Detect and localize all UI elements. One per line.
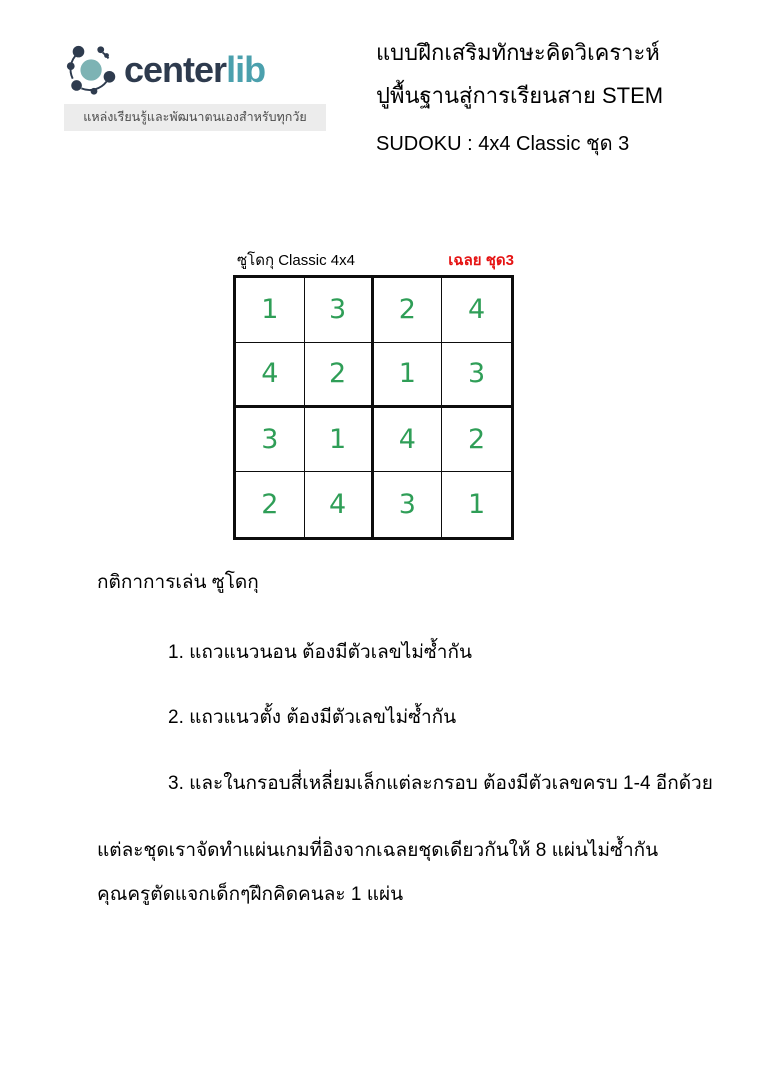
- grid-title: ซูโดกุ Classic 4x4: [237, 252, 355, 269]
- grid-caption: [233, 248, 514, 272]
- rule-item-1: 1. แถวแนวนอน ต้องมีตัวเลขไม่ซ้ำกัน: [168, 642, 472, 663]
- brand-word-lib: lib: [226, 49, 266, 90]
- sudoku-cell-r2c2: 2: [305, 343, 374, 408]
- sudoku-cell-r4c2: 4: [305, 472, 374, 537]
- note-line-1: แต่ละชุดเราจัดทำแผ่นเกมที่อิงจากเฉลยชุดเดียวกันให้ 8 แผ่นไม่ซ้ำกัน: [97, 840, 659, 861]
- centerlib-orbit-icon: [64, 40, 122, 100]
- centerlib-logo: [64, 40, 326, 131]
- brand-word-center: center: [124, 49, 227, 90]
- sudoku-cell-r3c2: 1: [305, 408, 374, 473]
- sudoku-cell-r4c3: 3: [374, 472, 443, 537]
- sudoku-grid: [233, 275, 514, 540]
- answer-key-label: เฉลย ชุด3: [448, 252, 514, 269]
- header-line-1: แบบฝึกเสริมทักษะคิดวิเคราะห์: [376, 40, 660, 65]
- rule-item-2: 2. แถวแนวตั้ง ต้องมีตัวเลขไม่ซ้ำกัน: [168, 707, 457, 728]
- sudoku-cell-r4c1: 2: [236, 472, 305, 537]
- sudoku-cell-r2c4: 3: [442, 343, 511, 408]
- sudoku-cell-r1c3: 2: [374, 278, 443, 343]
- logo-tagline: แหล่งเรียนรู้และพัฒนาตนเองสำหรับทุกวัย: [64, 104, 326, 131]
- sudoku-cell-r1c2: 3: [305, 278, 374, 343]
- sudoku-cell-r1c1: 1: [236, 278, 305, 343]
- sudoku-cell-r3c1: 3: [236, 408, 305, 473]
- note-line-2: คุณครูตัดแจกเด็กๆฝึกคิดคนละ 1 แผ่น: [97, 884, 404, 905]
- rules-heading: กติกาการเล่น ซูโดกุ: [97, 572, 259, 593]
- header-line-2: ปูพื้นฐานสู่การเรียนสาย STEM: [376, 83, 664, 108]
- sudoku-cell-r4c4: 1: [468, 489, 486, 521]
- header-line-3: SUDOKU : 4x4 Classic ชุด 3: [376, 133, 630, 155]
- sudoku-cell-r3c3: 4: [374, 408, 443, 473]
- sudoku-cell-r2c3: 1: [374, 343, 443, 408]
- sudoku-cell-r2c1: 4: [236, 343, 305, 408]
- rule-item-3: 3. และในกรอบสี่เหลี่ยมเล็กแต่ละกรอบ ต้องมีตัวเลขครบ 1-4 อีกด้วย: [168, 773, 713, 794]
- brand-wordmark: [124, 49, 266, 90]
- worksheet-header: [376, 42, 663, 154]
- sudoku-cell-r1c4: 4: [442, 278, 511, 343]
- sudoku-section: [233, 248, 514, 540]
- sudoku-cell-r3c4: 2: [442, 408, 511, 473]
